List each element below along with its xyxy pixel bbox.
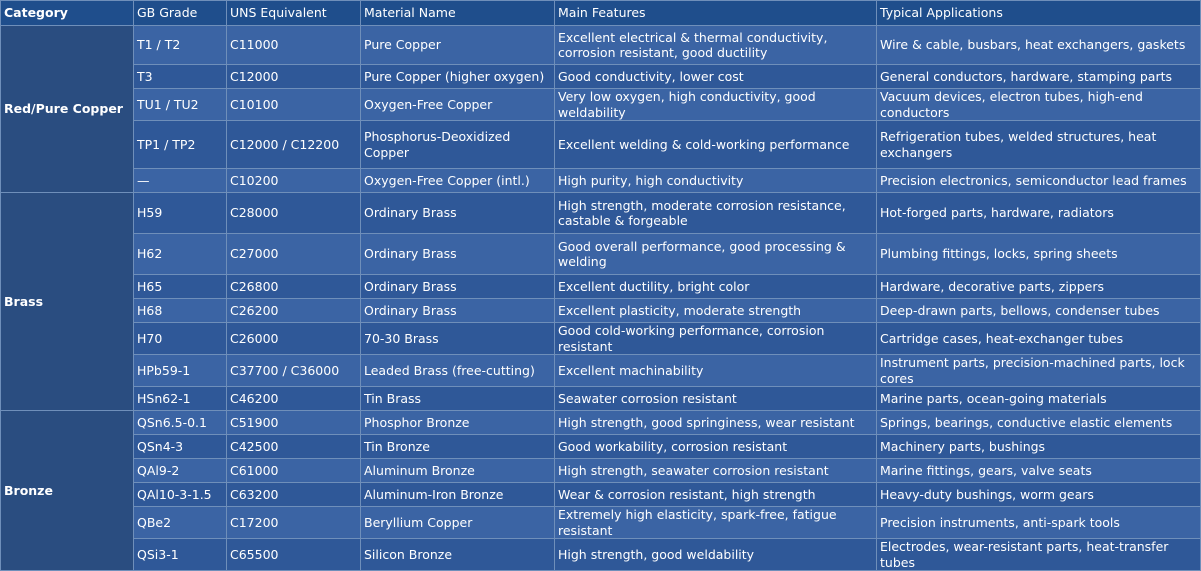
header-category: Category (1, 1, 134, 26)
applications-cell: Heavy-duty bushings, worm gears (877, 483, 1201, 507)
gb-grade-cell: T3 (134, 65, 227, 89)
table-row (1, 275, 1201, 299)
table-row (1, 459, 1201, 483)
table-row (1, 387, 1201, 411)
table-row (1, 26, 1201, 65)
features-cell: High purity, high conductivity (555, 169, 877, 193)
header-uns-equivalent: UNS Equivalent (227, 1, 361, 26)
gb-grade-cell: QBe2 (134, 507, 227, 539)
material-name-cell: Ordinary Brass (361, 234, 555, 275)
table-row (1, 507, 1201, 539)
header-main-features: Main Features (555, 1, 877, 26)
features-cell: Good overall performance, good processing & welding (555, 234, 877, 275)
applications-cell: Precision instruments, anti-spark tools (877, 507, 1201, 539)
uns-cell: C42500 (227, 435, 361, 459)
category-cell: Bronze (1, 411, 134, 571)
applications-cell: Springs, bearings, conductive elastic elements (877, 411, 1201, 435)
material-name-cell: Tin Bronze (361, 435, 555, 459)
applications-cell: Electrodes, wear-resistant parts, heat-transfer tubes (877, 539, 1201, 571)
material-name-cell: Aluminum-Iron Bronze (361, 483, 555, 507)
features-cell: Seawater corrosion resistant (555, 387, 877, 411)
material-name-cell: 70-30 Brass (361, 323, 555, 355)
gb-grade-cell: QAl10-3-1.5 (134, 483, 227, 507)
material-name-cell: Phosphor Bronze (361, 411, 555, 435)
table-row (1, 193, 1201, 234)
features-cell: Extremely high elasticity, spark-free, fatigue resistant (555, 507, 877, 539)
uns-cell: C12000 / C12200 (227, 121, 361, 169)
category-cell: Red/Pure Copper (1, 26, 134, 193)
material-name-cell: Oxygen-Free Copper (361, 89, 555, 121)
material-name-cell: Pure Copper (higher oxygen) (361, 65, 555, 89)
uns-cell: C26200 (227, 299, 361, 323)
uns-cell: C65500 (227, 539, 361, 571)
table-body (1, 26, 1201, 571)
applications-cell: Machinery parts, bushings (877, 435, 1201, 459)
uns-cell: C63200 (227, 483, 361, 507)
material-name-cell: Ordinary Brass (361, 299, 555, 323)
uns-cell: C61000 (227, 459, 361, 483)
gb-grade-cell: H68 (134, 299, 227, 323)
gb-grade-cell: H65 (134, 275, 227, 299)
gb-grade-cell: T1 / T2 (134, 26, 227, 65)
features-cell: High strength, seawater corrosion resistant (555, 459, 877, 483)
features-cell: Excellent ductility, bright color (555, 275, 877, 299)
header-typical-applications: Typical Applications (877, 1, 1201, 26)
header-row (1, 1, 1201, 26)
gb-grade-cell: QAl9-2 (134, 459, 227, 483)
applications-cell: Instrument parts, precision-machined parts, lock cores (877, 355, 1201, 387)
gb-grade-cell: TU1 / TU2 (134, 89, 227, 121)
table-row (1, 483, 1201, 507)
features-cell: High strength, moderate corrosion resistance, castable & forgeable (555, 193, 877, 234)
features-cell: High strength, good weldability (555, 539, 877, 571)
table-row (1, 89, 1201, 121)
table-row (1, 121, 1201, 169)
features-cell: Excellent plasticity, moderate strength (555, 299, 877, 323)
applications-cell: Precision electronics, semiconductor lead frames (877, 169, 1201, 193)
features-cell: Excellent electrical & thermal conductivity, corrosion resistant, good ductility (555, 26, 877, 65)
gb-grade-cell: H62 (134, 234, 227, 275)
features-cell: Excellent machinability (555, 355, 877, 387)
features-cell: Good conductivity, lower cost (555, 65, 877, 89)
uns-cell: C37700 / C36000 (227, 355, 361, 387)
applications-cell: Deep-drawn parts, bellows, condenser tubes (877, 299, 1201, 323)
features-cell: Good cold-working performance, corrosion resistant (555, 323, 877, 355)
uns-cell: C26800 (227, 275, 361, 299)
features-cell: High strength, good springiness, wear resistant (555, 411, 877, 435)
uns-cell: C10200 (227, 169, 361, 193)
material-name-cell: Leaded Brass (free-cutting) (361, 355, 555, 387)
gb-grade-cell: H70 (134, 323, 227, 355)
uns-cell: C10100 (227, 89, 361, 121)
material-name-cell: Silicon Bronze (361, 539, 555, 571)
table-row (1, 299, 1201, 323)
gb-grade-cell: HPb59-1 (134, 355, 227, 387)
gb-grade-cell: HSn62-1 (134, 387, 227, 411)
applications-cell: Marine parts, ocean-going materials (877, 387, 1201, 411)
table-row (1, 323, 1201, 355)
gb-grade-cell: H59 (134, 193, 227, 234)
gb-grade-cell: TP1 / TP2 (134, 121, 227, 169)
applications-cell: Refrigeration tubes, welded structures, heat exchangers (877, 121, 1201, 169)
gb-grade-cell: QSn4-3 (134, 435, 227, 459)
table-row (1, 411, 1201, 435)
material-name-cell: Ordinary Brass (361, 275, 555, 299)
table-row (1, 234, 1201, 275)
material-name-cell: Tin Brass (361, 387, 555, 411)
features-cell: Good workability, corrosion resistant (555, 435, 877, 459)
table-row (1, 169, 1201, 193)
gb-grade-cell: — (134, 169, 227, 193)
material-name-cell: Pure Copper (361, 26, 555, 65)
table-row (1, 435, 1201, 459)
material-name-cell: Beryllium Copper (361, 507, 555, 539)
uns-cell: C28000 (227, 193, 361, 234)
table-row (1, 539, 1201, 571)
material-name-cell: Oxygen-Free Copper (intl.) (361, 169, 555, 193)
table-row (1, 65, 1201, 89)
header-material-name: Material Name (361, 1, 555, 26)
applications-cell: Hardware, decorative parts, zippers (877, 275, 1201, 299)
category-cell: Brass (1, 193, 134, 411)
uns-cell: C27000 (227, 234, 361, 275)
uns-cell: C11000 (227, 26, 361, 65)
gb-grade-cell: QSn6.5-0.1 (134, 411, 227, 435)
applications-cell: Plumbing fittings, locks, spring sheets (877, 234, 1201, 275)
applications-cell: Marine fittings, gears, valve seats (877, 459, 1201, 483)
material-name-cell: Ordinary Brass (361, 193, 555, 234)
features-cell: Wear & corrosion resistant, high strength (555, 483, 877, 507)
applications-cell: Wire & cable, busbars, heat exchangers, gaskets (877, 26, 1201, 65)
uns-cell: C46200 (227, 387, 361, 411)
applications-cell: Hot-forged parts, hardware, radiators (877, 193, 1201, 234)
applications-cell: Cartridge cases, heat-exchanger tubes (877, 323, 1201, 355)
features-cell: Very low oxygen, high conductivity, good weldability (555, 89, 877, 121)
applications-cell: General conductors, hardware, stamping parts (877, 65, 1201, 89)
uns-cell: C17200 (227, 507, 361, 539)
material-name-cell: Phosphorus-Deoxidized Copper (361, 121, 555, 169)
table-row (1, 355, 1201, 387)
features-cell: Excellent welding & cold-working performance (555, 121, 877, 169)
header-gb-grade: GB Grade (134, 1, 227, 26)
uns-cell: C12000 (227, 65, 361, 89)
material-name-cell: Aluminum Bronze (361, 459, 555, 483)
uns-cell: C26000 (227, 323, 361, 355)
applications-cell: Vacuum devices, electron tubes, high-end conductors (877, 89, 1201, 121)
uns-cell: C51900 (227, 411, 361, 435)
gb-grade-cell: QSi3-1 (134, 539, 227, 571)
